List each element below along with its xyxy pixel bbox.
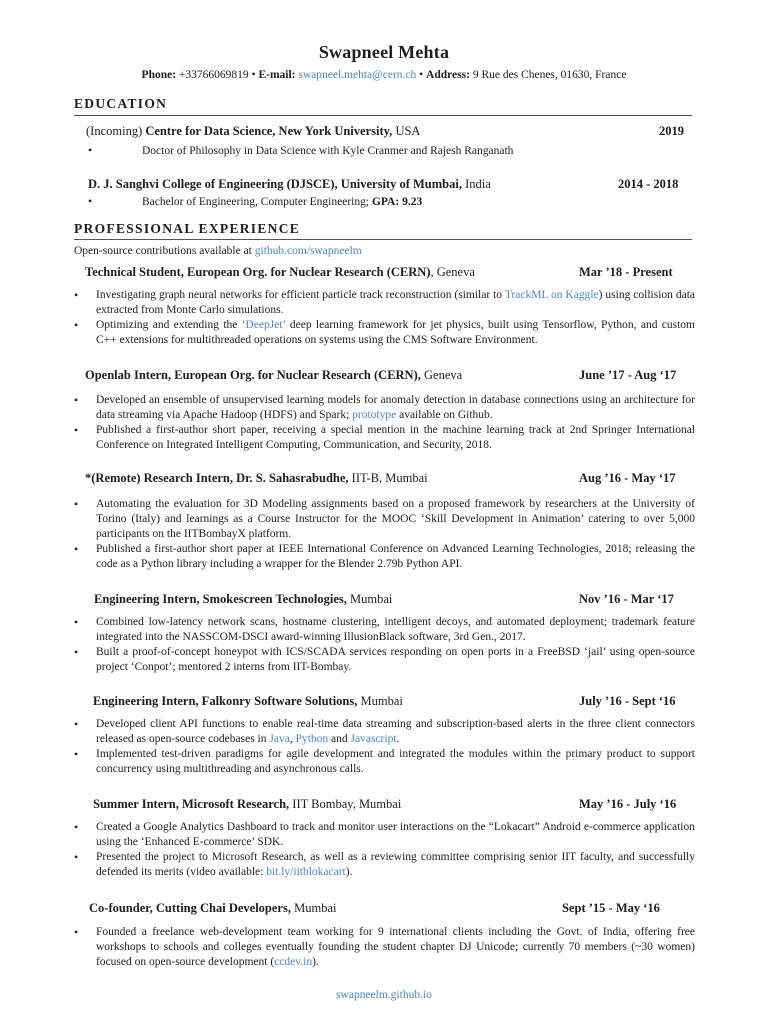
job-bullet: Built a proof-of-concept honeypot with ICS/SCADA services responding on open ports in a FreeBSD ‘jail’ using open-source project ‘Conpot’; mentored 2 interns from IIT-Bombay. xyxy=(96,646,695,673)
address-label: Address: xyxy=(426,69,470,81)
job-entry xyxy=(0,592,768,608)
job-bullet: Combined low-latency network scans, hostname clustering, intelligent decoys, and automated deployment; trademark feature integrated into the NASSCOM-DSCI award-winning IllusionBlack software, 3rd Gen., 2017. xyxy=(96,616,695,643)
bullet-icon: • xyxy=(74,717,79,731)
javascript-link[interactable]: Javascript xyxy=(350,733,397,745)
job-title: Technical Student, European Org. for Nuclear Research (CERN) xyxy=(85,265,431,279)
education-heading: EDUCATION xyxy=(74,96,168,111)
job-dates: Sept ’15 - May ‘16 xyxy=(562,901,660,915)
ccdev-link[interactable]: ccdev.in xyxy=(274,956,313,968)
bullet-icon: • xyxy=(88,143,93,157)
separator: • xyxy=(419,69,424,81)
title-separator: , xyxy=(430,265,434,279)
email-link[interactable]: swapneel.mehta@cern.ch xyxy=(298,69,417,81)
deepjet-link[interactable]: ‘DeepJet’ xyxy=(241,319,286,331)
job-entry xyxy=(0,901,768,917)
entry-dates: 2014 - 2018 xyxy=(618,177,679,191)
gpa-text: GPA: 9.23 xyxy=(371,196,423,208)
entry-title-line xyxy=(86,124,420,139)
degree-text: Bachelor of Engineering, Computer Engineering; xyxy=(142,196,370,208)
bullet-icon: • xyxy=(74,497,79,511)
separator: • xyxy=(251,69,256,81)
job-location: Geneva xyxy=(424,368,463,382)
job-location: IIT Bombay, Mumbai xyxy=(292,797,402,811)
job-location: IIT-B, Mumbai xyxy=(351,471,428,485)
bullet-icon: • xyxy=(74,925,79,939)
experience-heading: PROFESSIONAL EXPERIENCE xyxy=(74,221,301,236)
address-value: 9 Rue des Chenes, 01630, France xyxy=(472,69,627,81)
entry-prefix: (Incoming) xyxy=(86,124,143,138)
job-title-line xyxy=(85,471,428,486)
job-location: Mumbai xyxy=(360,694,403,708)
bullet-icon: • xyxy=(74,747,79,761)
bullet-text: ). xyxy=(312,956,319,968)
job-dates: Nov ’16 - Mar ‘17 xyxy=(579,592,674,606)
job-location: Mumbai xyxy=(294,901,337,915)
open-source-intro xyxy=(74,245,362,257)
job-entry xyxy=(0,471,768,487)
trackml-link[interactable]: TrackML on Kaggle xyxy=(504,289,599,301)
job-dates: June ’17 - Aug ‘17 xyxy=(579,368,677,382)
bullet-text: Developed client API functions to enable real-time data streaming and subscription-based alerts in the three client connectors released as open-source codebases in xyxy=(96,718,695,745)
job-bullet: Implemented test-driven paradigms for agile development and integrated the modules within the primary product to support concurrency using multithreading and asynchronous calls. xyxy=(96,748,695,775)
bullet-text: . xyxy=(396,733,400,745)
bullet-text: available on Github. xyxy=(399,409,493,421)
bullet-text: , xyxy=(289,733,293,745)
website-footer-link[interactable]: swapneelm.github.io xyxy=(336,989,432,1001)
job-entry xyxy=(0,265,768,281)
phone-label: Phone: xyxy=(141,69,177,81)
bullet-icon: • xyxy=(88,194,93,208)
entry-dates: 2019 xyxy=(659,124,684,138)
section-divider xyxy=(74,115,692,116)
bullet-text: ) using collision data extracted from Monte Carlo simulations. xyxy=(96,289,696,316)
entry-detail xyxy=(142,196,422,208)
job-dates: May ’16 - July ‘16 xyxy=(579,797,677,811)
education-entry-djsce xyxy=(0,177,768,193)
job-entry xyxy=(0,368,768,384)
bullet-icon: • xyxy=(74,423,79,437)
education-entry-nyu xyxy=(0,124,768,140)
job-dates: Aug ’16 - May ‘17 xyxy=(579,471,676,485)
bullet-icon: • xyxy=(74,615,79,629)
job-bullet: Created a Google Analytics Dashboard to track and monitor user interactions on the “Lokacart” Android e-commerce application using the ‘Enhanced E-commerce’ SDK. xyxy=(96,821,695,848)
entry-institution: Centre for Data Science, New York University, xyxy=(145,124,393,138)
bullet-icon: • xyxy=(74,318,79,332)
github-link[interactable]: github.com/swapneelm xyxy=(254,245,362,257)
bullet-icon: • xyxy=(74,820,79,834)
bullet-icon: • xyxy=(74,850,79,864)
job-title: *(Remote) Research Intern, Dr. S. Sahasrabudhe, xyxy=(85,471,349,485)
entry-detail: Doctor of Philosophy in Data Science with Kyle Cranmer and Rajesh Ranganath xyxy=(142,145,514,157)
bullet-icon: • xyxy=(74,542,79,556)
bullet-text: ). xyxy=(345,866,353,878)
java-link[interactable]: Java xyxy=(269,733,290,745)
job-title-line xyxy=(85,265,475,280)
job-title: Openlab Intern, European Org. for Nuclear Research (CERN), xyxy=(85,368,421,382)
job-location: Mumbai xyxy=(350,592,393,606)
job-bullet xyxy=(96,288,695,318)
python-link[interactable]: Python xyxy=(295,733,329,745)
entry-location: USA xyxy=(395,124,421,138)
job-location: Geneva xyxy=(436,265,475,279)
entry-title-line xyxy=(88,177,491,192)
job-bullet: Automating the evaluation for 3D Modeling assignments based on a proposed framework by researchers at the University of Torino (Italy) and learnings as a Course Instructor for the MOOC ‘Skill Development in Animation’ catering to over 5,000 participants on the IITBombayX platform. xyxy=(96,498,695,540)
job-bullet xyxy=(96,925,695,970)
bullet-icon: • xyxy=(74,393,79,407)
job-bullet: Published a first-author short paper at IEEE International Conference on Advanced Learning Technologies, 2018; releasing the code as a Python library including a wrapper for the Blender 2.79b Python API. xyxy=(96,543,695,570)
job-title: Co-founder, Cutting Chai Developers, xyxy=(89,901,291,915)
job-title: Engineering Intern, Falkonry Software Solutions, xyxy=(93,694,358,708)
section-divider xyxy=(74,239,692,240)
bullet-text: Investigating graph neural networks for efficient particle track reconstruction (similar to xyxy=(96,289,503,301)
bullet-text: and xyxy=(331,733,348,745)
bullet-text: Developed an ensemble of unsupervised learning models for anomaly detection in database connections using an architecture for data streaming via Apache Hadoop (HDFS) and Spark; xyxy=(96,394,695,421)
job-title-line xyxy=(85,368,462,383)
prototype-link[interactable]: prototype xyxy=(352,409,397,421)
bullet-icon: • xyxy=(74,288,79,302)
entry-institution: D. J. Sanghvi College of Engineering (DJSCE), University of Mumbai, xyxy=(88,177,462,191)
job-bullet xyxy=(96,393,695,423)
resume-name: Swapneel Mehta xyxy=(318,42,450,62)
job-title-line xyxy=(94,592,392,607)
job-title-line xyxy=(89,901,336,916)
job-bullet xyxy=(96,318,695,348)
job-entry xyxy=(0,797,768,813)
bullet-icon: • xyxy=(74,645,79,659)
job-bullet: Published a first-author short paper, receiving a special mention in the machine learning track at 2nd Springer International Conference on Integrated Intelligent Computing, Communication, and Security, 2018. xyxy=(96,424,695,451)
job-dates: July ’16 - Sept ‘16 xyxy=(579,694,676,708)
job-bullet xyxy=(96,850,695,880)
bullet-text: Founded a freelance web-development team working for 9 international clients including the Govt. of India, offering free workshops to schools and colleges eventually founding the student chapter DJ Unicode; currently 70 members (~30 women) focused on open-source development ( xyxy=(96,926,695,968)
email-label: E-mail: xyxy=(258,69,296,81)
job-title: Engineering Intern, Smokescreen Technologies, xyxy=(94,592,347,606)
job-entry xyxy=(0,694,768,710)
job-title-line xyxy=(93,797,401,812)
job-bullet xyxy=(96,717,695,747)
bullet-text: Optimizing and extending the xyxy=(96,319,238,331)
entry-location: India xyxy=(465,177,491,191)
job-title-line xyxy=(93,694,403,709)
phone-value: +33766069819 xyxy=(178,69,249,81)
bullet-text: Presented the project to Microsoft Research, as well as a reviewing committee comprising senior IIT faculty, and successfully defended its merits (video available: xyxy=(96,851,695,878)
contact-line xyxy=(0,69,768,81)
bullet-text: deep learning framework for jet physics, built using Tensorflow, Python, and custom C++ extensions for multithreaded operations on systems using the CMS Software Environment. xyxy=(96,319,696,346)
lokacart-video-link[interactable]: bit.ly/iitblokacart xyxy=(266,866,346,878)
job-title: Summer Intern, Microsoft Research, xyxy=(93,797,290,811)
intro-text: Open-source contributions available at xyxy=(74,245,252,257)
job-dates: Mar ’18 - Present xyxy=(579,265,673,279)
